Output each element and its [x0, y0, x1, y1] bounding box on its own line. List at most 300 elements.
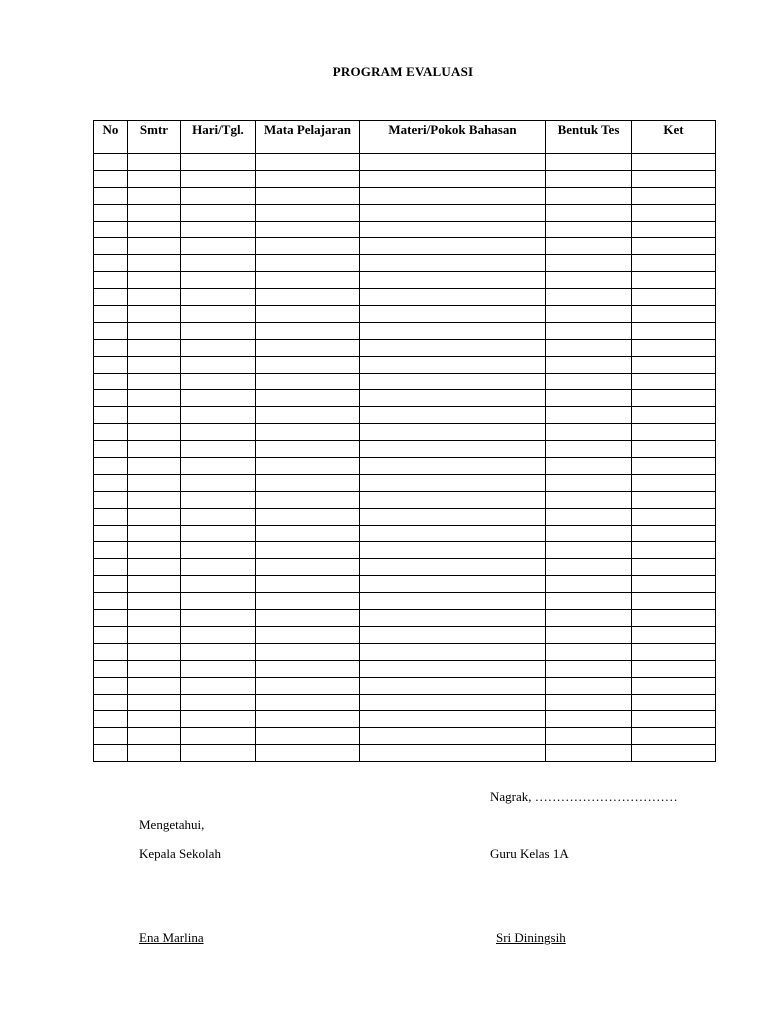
table-cell: [256, 187, 360, 204]
table-cell: [94, 306, 128, 323]
table-cell: [360, 154, 546, 171]
table-row: [94, 677, 716, 694]
table-cell: [94, 390, 128, 407]
table-cell: [256, 508, 360, 525]
table-cell: [128, 424, 181, 441]
table-row: [94, 289, 716, 306]
table-cell: [546, 221, 632, 238]
table-cell: [94, 441, 128, 458]
table-cell: [128, 610, 181, 627]
table-cell: [632, 694, 716, 711]
table-row: [94, 255, 716, 272]
table-cell: [360, 289, 546, 306]
table-cell: [128, 593, 181, 610]
table-cell: [128, 407, 181, 424]
table-cell: [632, 154, 716, 171]
table-row: [94, 474, 716, 491]
table-cell: [256, 610, 360, 627]
table-cell: [360, 187, 546, 204]
column-header-materi-pokok-bahasan: Materi/Pokok Bahasan: [360, 121, 546, 154]
table-row: [94, 204, 716, 221]
table-cell: [94, 525, 128, 542]
table-cell: [94, 626, 128, 643]
table-cell: [94, 694, 128, 711]
table-cell: [632, 306, 716, 323]
table-cell: [256, 745, 360, 762]
column-header-ket: Ket: [632, 121, 716, 154]
table-cell: [360, 491, 546, 508]
table-cell: [181, 154, 256, 171]
table-cell: [632, 559, 716, 576]
table-row: [94, 559, 716, 576]
acknowledge-label: Mengetahui,: [139, 817, 205, 832]
table-cell: [256, 626, 360, 643]
table-row: [94, 187, 716, 204]
table-cell: [360, 390, 546, 407]
table-cell: [546, 711, 632, 728]
table-cell: [632, 711, 716, 728]
table-cell: [360, 339, 546, 356]
table-cell: [94, 745, 128, 762]
table-cell: [632, 542, 716, 559]
table-cell: [632, 390, 716, 407]
table-cell: [256, 542, 360, 559]
table-cell: [360, 356, 546, 373]
table-cell: [181, 204, 256, 221]
table-cell: [360, 474, 546, 491]
table-cell: [360, 711, 546, 728]
table-cell: [546, 728, 632, 745]
table-cell: [94, 170, 128, 187]
table-cell: [181, 238, 256, 255]
table-cell: [546, 441, 632, 458]
table-cell: [181, 407, 256, 424]
table-cell: [94, 238, 128, 255]
table-cell: [632, 745, 716, 762]
table-row: [94, 322, 716, 339]
table-cell: [632, 660, 716, 677]
table-cell: [181, 711, 256, 728]
table-cell: [94, 339, 128, 356]
table-cell: [546, 289, 632, 306]
table-cell: [360, 542, 546, 559]
table-cell: [546, 525, 632, 542]
table-cell: [128, 677, 181, 694]
table-cell: [256, 677, 360, 694]
table-cell: [181, 322, 256, 339]
table-cell: [256, 272, 360, 289]
table-cell: [256, 525, 360, 542]
table-cell: [256, 306, 360, 323]
table-cell: [256, 694, 360, 711]
table-row: [94, 170, 716, 187]
table-header-row: [94, 121, 716, 154]
table-cell: [128, 390, 181, 407]
table-cell: [128, 373, 181, 390]
table-cell: [546, 238, 632, 255]
table-cell: [128, 441, 181, 458]
table-cell: [256, 474, 360, 491]
table-cell: [94, 576, 128, 593]
table-cell: [181, 694, 256, 711]
table-row: [94, 508, 716, 525]
table-cell: [256, 424, 360, 441]
table-cell: [632, 441, 716, 458]
document-title: PROGRAM EVALUASI: [332, 64, 474, 79]
column-header-bentuk-tes: Bentuk Tes: [546, 121, 632, 154]
table-cell: [632, 187, 716, 204]
table-cell: [632, 576, 716, 593]
table-cell: [256, 255, 360, 272]
table-cell: [256, 407, 360, 424]
table-row: [94, 238, 716, 255]
column-header-no: No: [94, 121, 128, 154]
table-cell: [181, 221, 256, 238]
table-row: [94, 458, 716, 475]
table-row: [94, 576, 716, 593]
table-cell: [256, 491, 360, 508]
table-cell: [128, 711, 181, 728]
table-cell: [128, 576, 181, 593]
table-cell: [632, 643, 716, 660]
table-cell: [360, 441, 546, 458]
table-cell: [181, 339, 256, 356]
table-cell: [94, 508, 128, 525]
table-cell: [546, 474, 632, 491]
table-cell: [546, 424, 632, 441]
place-date-line: Nagrak, ……………………………: [490, 789, 678, 804]
table-cell: [632, 322, 716, 339]
table-cell: [181, 576, 256, 593]
table-cell: [546, 407, 632, 424]
table-cell: [360, 221, 546, 238]
table-cell: [256, 289, 360, 306]
table-cell: [546, 660, 632, 677]
table-cell: [128, 458, 181, 475]
table-row: [94, 610, 716, 627]
table-cell: [256, 643, 360, 660]
table-cell: [94, 660, 128, 677]
table-cell: [360, 593, 546, 610]
table-row: [94, 424, 716, 441]
table-cell: [256, 204, 360, 221]
table-row: [94, 306, 716, 323]
table-cell: [128, 745, 181, 762]
table-cell: [546, 154, 632, 171]
table-cell: [94, 289, 128, 306]
table-cell: [546, 643, 632, 660]
table-cell: [360, 525, 546, 542]
table-row: [94, 441, 716, 458]
table-cell: [360, 660, 546, 677]
table-cell: [181, 508, 256, 525]
table-cell: [360, 204, 546, 221]
table-cell: [256, 711, 360, 728]
table-cell: [181, 610, 256, 627]
table-cell: [256, 458, 360, 475]
table-cell: [546, 356, 632, 373]
table-cell: [94, 559, 128, 576]
table-cell: [94, 204, 128, 221]
table-cell: [256, 559, 360, 576]
table-row: [94, 711, 716, 728]
table-cell: [181, 491, 256, 508]
table-cell: [632, 170, 716, 187]
table-cell: [360, 694, 546, 711]
table-cell: [546, 255, 632, 272]
table-cell: [546, 458, 632, 475]
table-cell: [128, 491, 181, 508]
table-cell: [256, 170, 360, 187]
table-row: [94, 491, 716, 508]
table-cell: [360, 559, 546, 576]
table-cell: [128, 643, 181, 660]
table-cell: [94, 677, 128, 694]
table-cell: [94, 272, 128, 289]
table-cell: [546, 306, 632, 323]
table-cell: [94, 424, 128, 441]
table-cell: [181, 356, 256, 373]
table-cell: [546, 373, 632, 390]
table-cell: [256, 154, 360, 171]
table-row: [94, 356, 716, 373]
table-cell: [128, 238, 181, 255]
table-cell: [360, 626, 546, 643]
table-cell: [360, 610, 546, 627]
table-cell: [181, 745, 256, 762]
table-row: [94, 339, 716, 356]
principal-name: Ena Marlina: [139, 930, 204, 945]
table-cell: [128, 204, 181, 221]
table-cell: [546, 542, 632, 559]
table-cell: [128, 255, 181, 272]
table-cell: [94, 154, 128, 171]
table-cell: [181, 542, 256, 559]
table-cell: [360, 745, 546, 762]
table-cell: [546, 390, 632, 407]
table-cell: [546, 187, 632, 204]
table-cell: [632, 626, 716, 643]
table-cell: [94, 187, 128, 204]
table-cell: [256, 593, 360, 610]
table-cell: [94, 643, 128, 660]
table-cell: [181, 373, 256, 390]
table-row: [94, 728, 716, 745]
table-cell: [128, 728, 181, 745]
table-cell: [360, 255, 546, 272]
table-cell: [94, 491, 128, 508]
table-cell: [181, 170, 256, 187]
table-cell: [632, 255, 716, 272]
table-cell: [632, 221, 716, 238]
table-cell: [632, 610, 716, 627]
table-cell: [128, 154, 181, 171]
table-cell: [128, 542, 181, 559]
table-row: [94, 626, 716, 643]
table-row: [94, 643, 716, 660]
table-cell: [632, 458, 716, 475]
table-cell: [94, 728, 128, 745]
table-cell: [632, 356, 716, 373]
evaluation-table: [93, 120, 716, 762]
table-cell: [181, 474, 256, 491]
table-row: [94, 593, 716, 610]
table-cell: [546, 576, 632, 593]
table-cell: [360, 576, 546, 593]
table-cell: [181, 390, 256, 407]
table-cell: [632, 508, 716, 525]
table-cell: [128, 660, 181, 677]
teacher-name: Sri Diningsih: [496, 930, 566, 945]
table-cell: [94, 474, 128, 491]
table-cell: [632, 424, 716, 441]
table-row: [94, 390, 716, 407]
table-cell: [546, 508, 632, 525]
table-cell: [181, 272, 256, 289]
table-body: [94, 154, 716, 762]
table-cell: [128, 474, 181, 491]
table-cell: [256, 356, 360, 373]
table-cell: [128, 339, 181, 356]
table-cell: [360, 677, 546, 694]
table-cell: [632, 339, 716, 356]
table-row: [94, 694, 716, 711]
table-cell: [181, 643, 256, 660]
table-row: [94, 525, 716, 542]
table-cell: [256, 339, 360, 356]
table-row: [94, 221, 716, 238]
table-row: [94, 407, 716, 424]
table-cell: [128, 356, 181, 373]
table-cell: [546, 339, 632, 356]
table-cell: [94, 356, 128, 373]
table-cell: [94, 458, 128, 475]
table-cell: [94, 255, 128, 272]
table-cell: [94, 542, 128, 559]
table-cell: [128, 626, 181, 643]
table-cell: [360, 424, 546, 441]
table-cell: [546, 272, 632, 289]
table-cell: [256, 238, 360, 255]
table-cell: [360, 306, 546, 323]
table-cell: [546, 694, 632, 711]
teacher-role-label: Guru Kelas 1A: [490, 846, 569, 861]
table-cell: [632, 204, 716, 221]
table-cell: [632, 272, 716, 289]
table-cell: [256, 660, 360, 677]
table-cell: [632, 238, 716, 255]
table-cell: [546, 593, 632, 610]
table-cell: [181, 626, 256, 643]
table-cell: [94, 373, 128, 390]
table-cell: [181, 289, 256, 306]
column-header-hari-tgl: Hari/Tgl.: [181, 121, 256, 154]
table-cell: [128, 508, 181, 525]
table-cell: [632, 491, 716, 508]
table-cell: [181, 187, 256, 204]
table-cell: [256, 322, 360, 339]
table-cell: [632, 593, 716, 610]
table-cell: [94, 610, 128, 627]
table-cell: [128, 322, 181, 339]
table-cell: [256, 390, 360, 407]
table-cell: [546, 559, 632, 576]
table-cell: [360, 458, 546, 475]
table-cell: [128, 306, 181, 323]
table-cell: [128, 694, 181, 711]
table-cell: [546, 491, 632, 508]
table-cell: [632, 474, 716, 491]
table-cell: [128, 221, 181, 238]
table-cell: [360, 322, 546, 339]
table-cell: [128, 170, 181, 187]
column-header-smtr: Smtr: [128, 121, 181, 154]
table-cell: [546, 610, 632, 627]
table-row: [94, 373, 716, 390]
table-cell: [94, 593, 128, 610]
table-row: [94, 272, 716, 289]
table-cell: [181, 458, 256, 475]
table-cell: [256, 221, 360, 238]
table-cell: [360, 728, 546, 745]
table-cell: [128, 559, 181, 576]
table-cell: [181, 255, 256, 272]
table-cell: [94, 407, 128, 424]
table-row: [94, 660, 716, 677]
table-row: [94, 542, 716, 559]
table-cell: [632, 373, 716, 390]
table-cell: [632, 289, 716, 306]
table-cell: [632, 407, 716, 424]
table-cell: [546, 322, 632, 339]
table-cell: [360, 643, 546, 660]
table-cell: [181, 728, 256, 745]
table-cell: [256, 576, 360, 593]
table-cell: [256, 373, 360, 390]
table-cell: [94, 322, 128, 339]
table-cell: [546, 170, 632, 187]
table-cell: [128, 525, 181, 542]
table-cell: [181, 677, 256, 694]
table-cell: [128, 187, 181, 204]
table-cell: [360, 272, 546, 289]
table-cell: [632, 728, 716, 745]
table-cell: [181, 660, 256, 677]
table-row: [94, 745, 716, 762]
table-cell: [256, 728, 360, 745]
table-cell: [546, 626, 632, 643]
table-cell: [181, 593, 256, 610]
table-cell: [360, 407, 546, 424]
table-cell: [360, 238, 546, 255]
table-cell: [256, 441, 360, 458]
table-cell: [546, 204, 632, 221]
table-cell: [546, 677, 632, 694]
table-cell: [128, 272, 181, 289]
table-row: [94, 154, 716, 171]
table-cell: [181, 525, 256, 542]
table-cell: [360, 170, 546, 187]
table-cell: [546, 745, 632, 762]
table-cell: [181, 441, 256, 458]
table-cell: [181, 306, 256, 323]
principal-role-label: Kepala Sekolah: [139, 846, 221, 861]
table-cell: [632, 525, 716, 542]
table-cell: [632, 677, 716, 694]
table-cell: [360, 373, 546, 390]
column-header-mata-pelajaran: Mata Pelajaran: [256, 121, 360, 154]
table-cell: [181, 559, 256, 576]
